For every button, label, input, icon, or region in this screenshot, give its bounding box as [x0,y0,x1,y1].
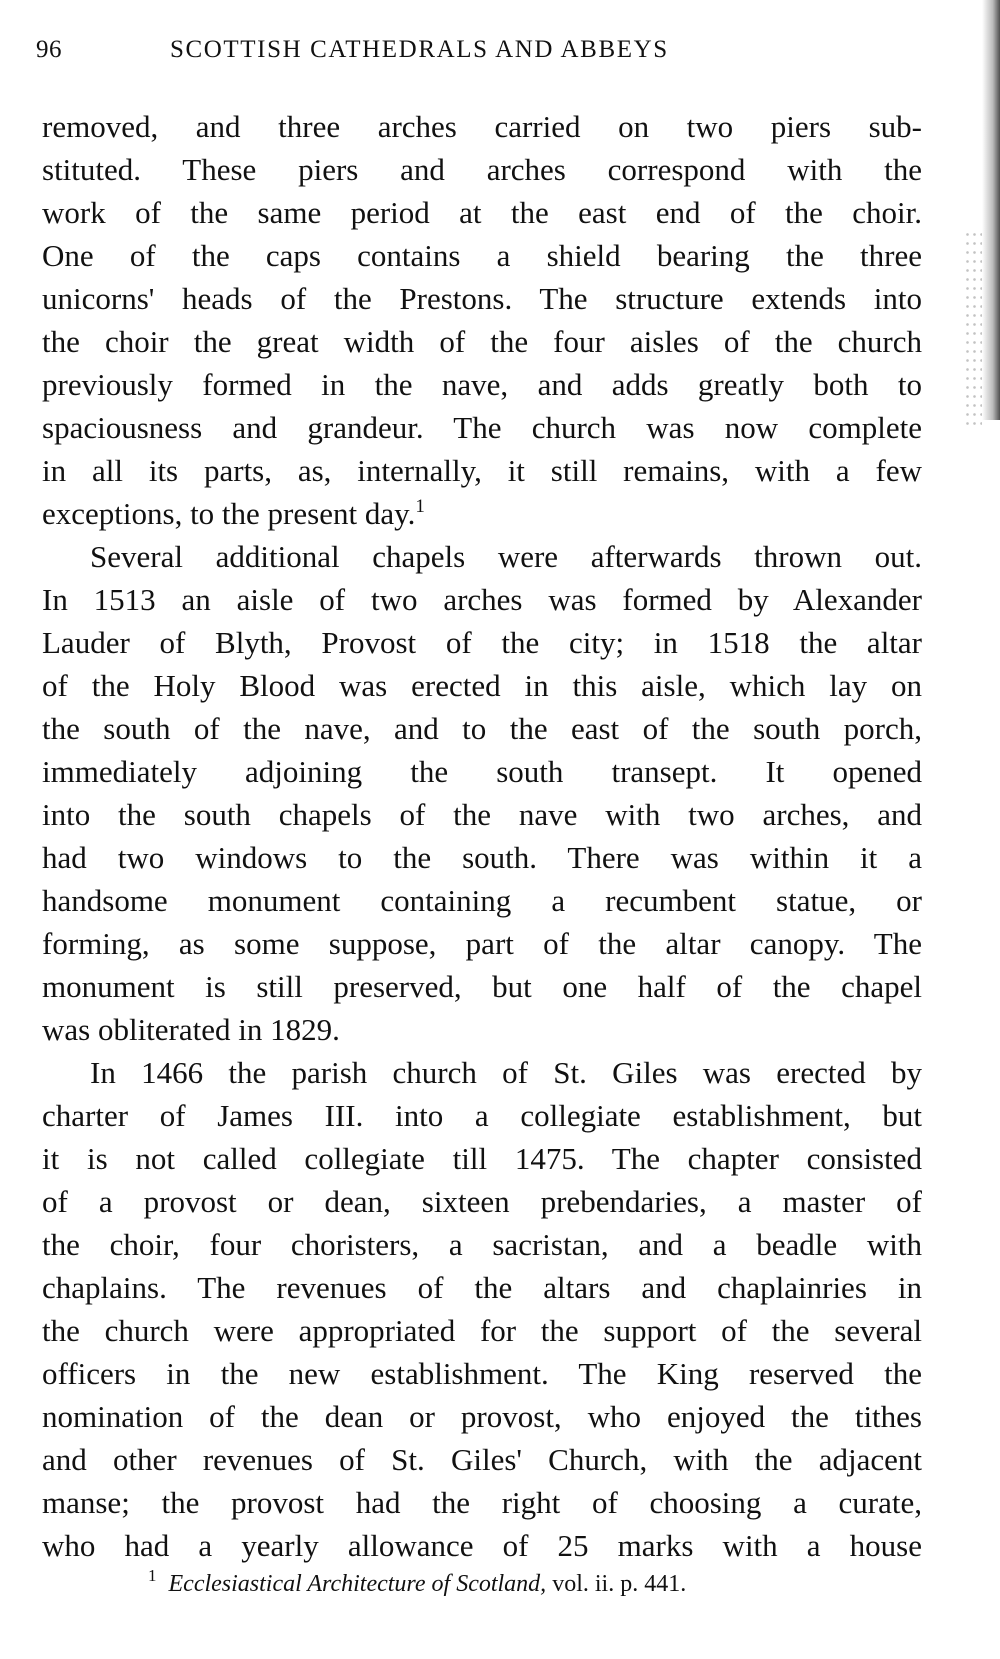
text-line: handsome monument containing a recumbent statue, or [42,883,922,918]
text-line: nomination of the dean or provost, who enjoyed the tithes [42,1399,922,1434]
text-line: monument is still preserved, but one half of the chapel [42,969,922,1004]
text-line: removed, and three arches carried on two piers sub- [42,109,922,144]
paragraph-3 [42,1051,922,1567]
text-line: who had a yearly allowance of 25 marks with a house [42,1528,922,1563]
text-line: work of the same period at the east end of the choir. [42,195,922,230]
text-line: Lauder of Blyth, Provost of the city; in 1518 the altar [42,625,922,660]
text-line: it is not called collegiate till 1475. The chapter consisted [42,1141,922,1176]
text-line: had two windows to the south. There was within it a [42,840,922,875]
text-line: and other revenues of St. Giles' Church, with the adjacent [42,1442,922,1477]
text-line: the choir, four choristers, a sacristan, and a beadle with [42,1227,922,1262]
footnote-book-title: Ecclesiastical Architecture of Scotland, [168,1571,547,1597]
paragraph-2 [42,535,922,1051]
footnote-reference-text: vol. ii. p. 441. [552,1571,687,1597]
text-line: In 1513 an aisle of two arches was formed by Alexander [42,582,922,617]
text-line: officers in the new establishment. The King reserved the [42,1356,922,1391]
footnote-mark: 1 [148,1566,157,1585]
paragraph-1 [42,105,922,535]
text-line: into the south chapels of the nave with two arches, and [42,797,922,832]
text-line: the church were appropriated for the support of the several [42,1313,922,1348]
text-line: immediately adjoining the south transept. It opened [42,754,922,789]
text-line: previously formed in the nave, and adds greatly both to [42,367,922,402]
text-line: was obliterated in 1829. [42,1012,340,1047]
text-line: manse; the provost had the right of choosing a curate, [42,1485,922,1520]
text-line: charter of James III. into a collegiate establishment, but [42,1098,922,1133]
text-line [42,492,922,535]
text-line: In 1466 the parish church of St. Giles was erected by [90,1055,922,1090]
text-line: Several additional chapels were afterwards thrown out. [90,539,922,574]
text-line-content: exceptions, to the present day. [42,496,416,531]
text-line: in all its parts, as, internally, it still remains, with a few [42,453,922,488]
running-head [36,36,816,76]
text-line: the choir the great width of the four aisles of the church [42,324,922,359]
text-line: stituted. These piers and arches correspond with the [42,152,922,187]
footnote-reference: 1 [415,496,425,517]
text-line: unicorns' heads of the Prestons. The structure extends into [42,281,922,316]
footnote [148,1568,868,1600]
page-edge-specks [964,230,982,430]
text-line: the south of the nave, and to the east of the south porch, [42,711,922,746]
body-text [42,105,922,1567]
text-line: spaciousness and grandeur. The church was now complete [42,410,922,445]
text-line: of the Holy Blood was erected in this aisle, which lay on [42,668,922,703]
text-line: forming, as some suppose, part of the altar canopy. The [42,926,922,961]
text-line: One of the caps contains a shield bearing the three [42,238,922,273]
text-line: of a provost or dean, sixteen prebendaries, a master of [42,1184,922,1219]
page-edge-shadow [982,0,1000,420]
page-number: 96 [36,36,62,63]
text-line: chaplains. The revenues of the altars and chaplainries in [42,1270,922,1305]
running-title: SCOTTISH CATHEDRALS AND ABBEYS [170,36,669,63]
